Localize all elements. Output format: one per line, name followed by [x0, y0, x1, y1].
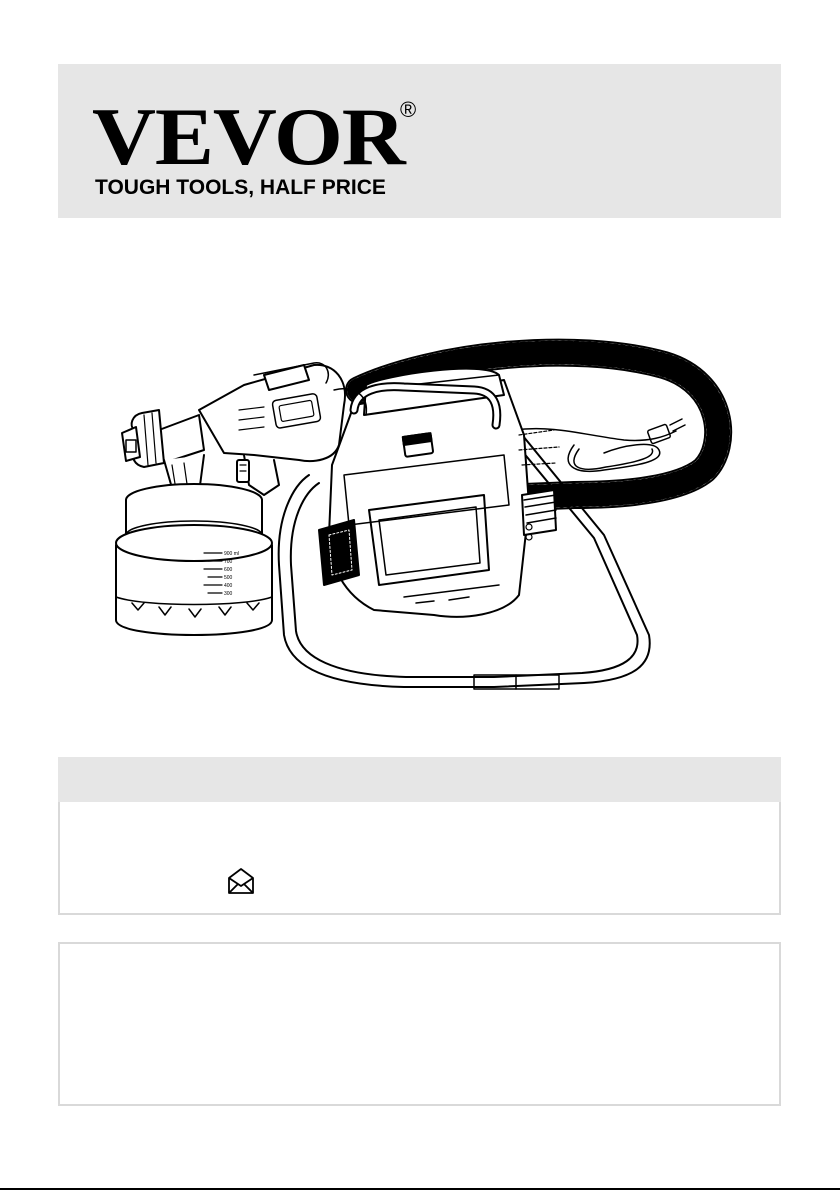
support-header-bar [58, 757, 781, 802]
brand-logo: VEVOR [92, 91, 405, 182]
notice-box [58, 942, 781, 1106]
spray-gun [122, 363, 366, 495]
cup-scale-label: 700 [224, 559, 233, 565]
product-illustration [104, 335, 744, 710]
support-box [58, 802, 781, 915]
registered-mark: ® [400, 97, 417, 122]
cup-scale-label: 600 [224, 567, 233, 573]
mail-icon [226, 866, 256, 896]
cup-scale-label: 400 [224, 583, 233, 589]
cup-scale-label: 500 [224, 575, 233, 581]
footer-rule [0, 1188, 840, 1190]
brand-tagline: TOUGH TOOLS, HALF PRICE [95, 176, 386, 199]
cup-scale-label: 900 ml [224, 551, 240, 557]
cup-scale-label: 300 [224, 591, 233, 597]
paint-cup [116, 484, 272, 635]
